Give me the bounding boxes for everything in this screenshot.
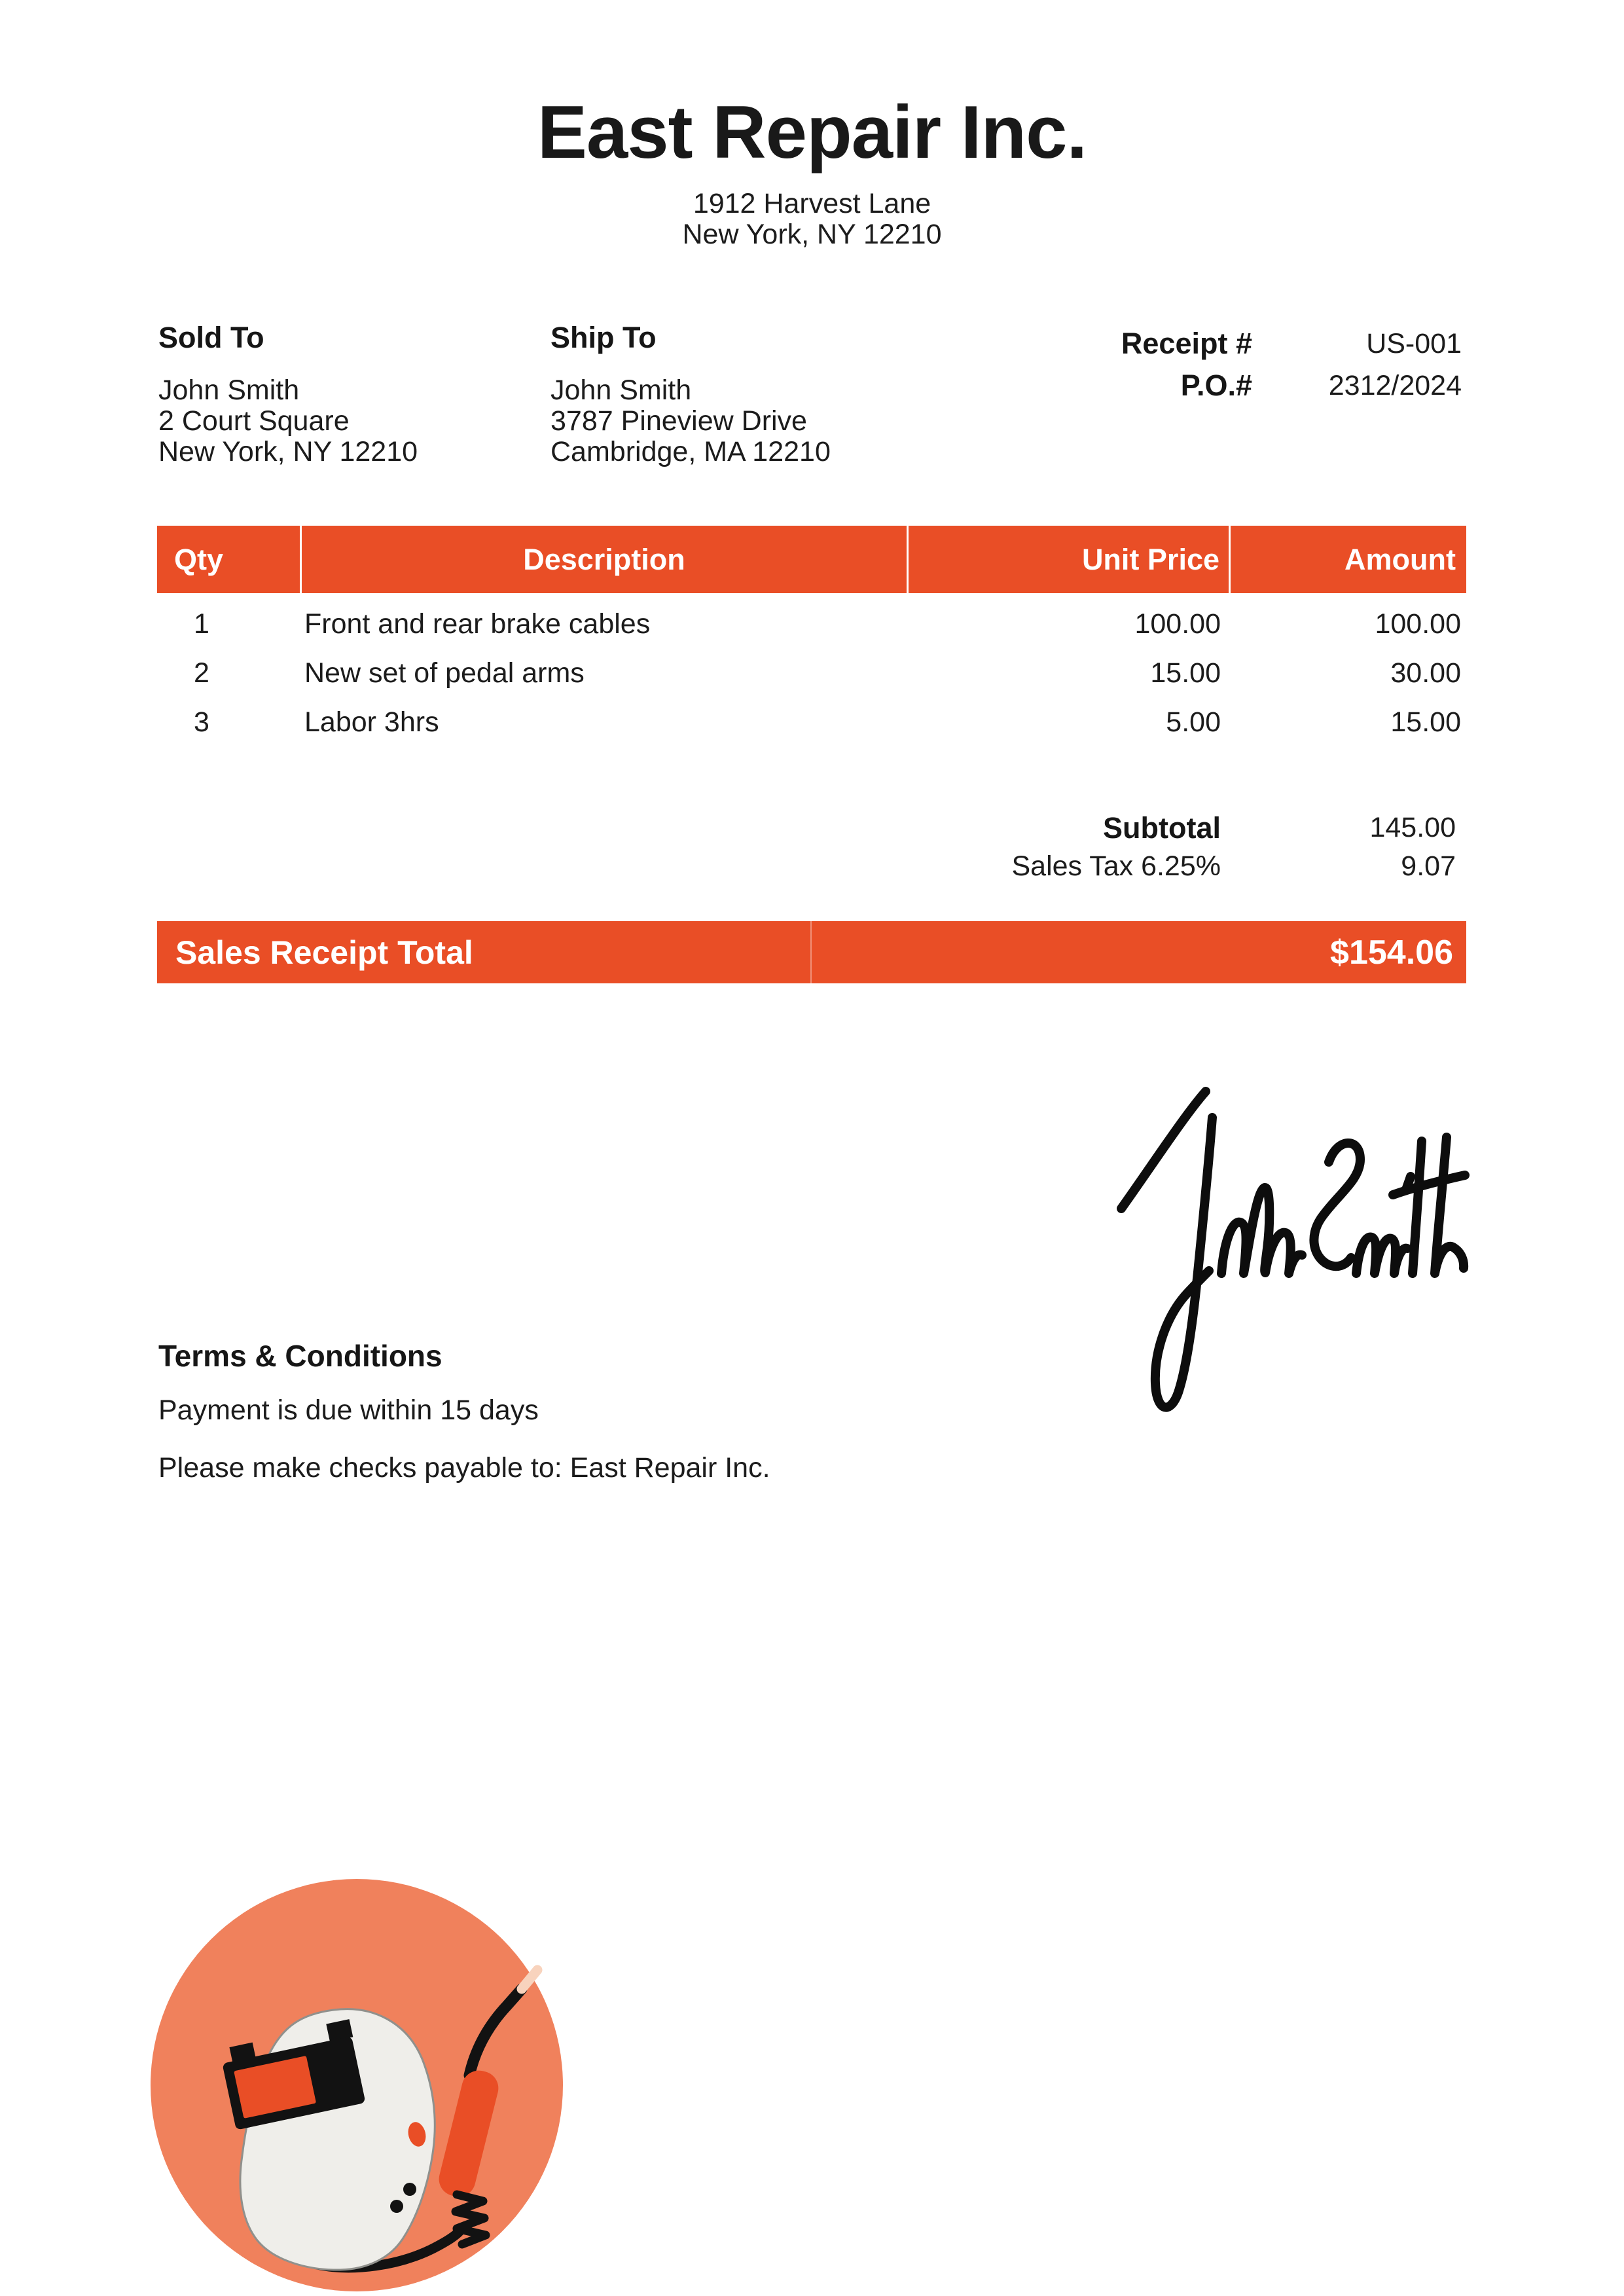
- row-amount: 15.00: [1390, 706, 1461, 738]
- row-unit-price: 5.00: [1166, 706, 1221, 738]
- company-address-line1: 1912 Harvest Lane: [693, 188, 931, 219]
- receipt-total-label: Sales Receipt Total: [175, 934, 473, 971]
- items-table-body: [157, 609, 1466, 756]
- receipt-number-label: Receipt #: [1121, 327, 1252, 360]
- ship-to-name: John Smith: [550, 374, 692, 406]
- summary-block: [812, 812, 1466, 890]
- ship-to-heading: Ship To: [550, 321, 657, 354]
- row-qty: 1: [194, 608, 209, 640]
- sold-to-city: New York, NY 12210: [158, 436, 418, 467]
- company-address: [0, 189, 1624, 250]
- sold-to-street: 2 Court Square: [158, 405, 350, 437]
- row-qty: 3: [194, 706, 209, 738]
- sold-to-name: John Smith: [158, 374, 300, 406]
- receipt-total-bar: [157, 921, 1466, 983]
- header-unit-price: Unit Price: [907, 526, 1229, 593]
- company-address-line2: New York, NY 12210: [682, 219, 942, 250]
- row-unit-price: 100.00: [1134, 608, 1221, 640]
- items-table-header: [157, 526, 1466, 593]
- receipt-meta: [949, 327, 1462, 411]
- page-title: East Repair Inc.: [537, 91, 1087, 174]
- row-amount: 30.00: [1390, 657, 1461, 689]
- receipt-number-value: US-001: [1366, 328, 1462, 359]
- po-number-value: 2312/2024: [1328, 370, 1462, 401]
- row-description: Front and rear brake cables: [304, 608, 651, 640]
- signature-icon: [1100, 1077, 1479, 1417]
- ship-to-street: 3787 Pineview Drive: [550, 405, 807, 437]
- row-unit-price: 15.00: [1150, 657, 1221, 689]
- subtotal-row: [812, 812, 1466, 851]
- total-bar-divider: [810, 921, 812, 983]
- terms-line1: Payment is due within 15 days: [158, 1394, 539, 1426]
- header-qty: Qty: [174, 542, 224, 576]
- row-description: New set of pedal arms: [304, 657, 585, 689]
- table-row: [157, 658, 1466, 707]
- terms-block: [158, 1339, 770, 1484]
- ship-to-city: Cambridge, MA 12210: [550, 436, 831, 467]
- row-amount: 100.00: [1375, 608, 1461, 640]
- sold-to-heading: Sold To: [158, 321, 264, 354]
- header-description: Description: [300, 526, 907, 593]
- terms-line2: Please make checks payable to: East Repair Inc.: [158, 1452, 770, 1484]
- table-row: [157, 609, 1466, 658]
- sold-to-block: [158, 322, 418, 467]
- sales-tax-row: [812, 851, 1466, 890]
- row-qty: 2: [194, 657, 209, 689]
- sales-tax-label: Sales Tax 6.25%: [1011, 850, 1221, 882]
- subtotal-value: 145.00: [1369, 812, 1456, 843]
- receipt-number-row: [949, 327, 1462, 369]
- ship-to-block: [550, 322, 831, 467]
- subtotal-label: Subtotal: [1103, 811, 1221, 845]
- receipt-total-value: $154.06: [1330, 933, 1453, 972]
- po-number-label: P.O.#: [1180, 369, 1252, 402]
- sales-tax-value: 9.07: [1401, 850, 1456, 882]
- welding-helmet-icon: [151, 1879, 563, 2291]
- row-description: Labor 3hrs: [304, 706, 439, 738]
- po-number-row: [949, 369, 1462, 411]
- header-amount: Amount: [1229, 526, 1466, 593]
- table-row: [157, 707, 1466, 756]
- terms-heading: Terms & Conditions: [158, 1339, 442, 1373]
